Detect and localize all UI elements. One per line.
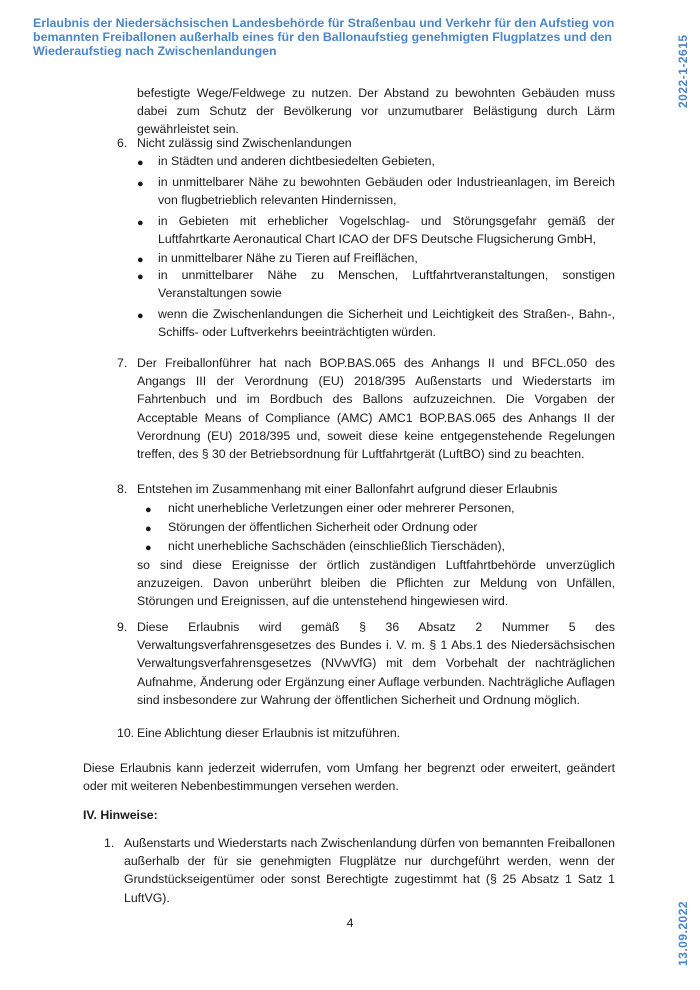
item6-bullet: in unmittelbarer Nähe zu Menschen, Luftfahrtveranstaltungen, sonstigen Veranstaltungen sowie	[158, 268, 615, 301]
item10-number: 10.	[117, 726, 135, 740]
item7-number: 7.	[117, 356, 128, 370]
item6-number: 6.	[117, 136, 128, 150]
item6-lead: Nicht zulässig sind Zwischenlandungen	[137, 136, 352, 150]
closing-paragraph: Diese Erlaubnis kann jederzeit widerrufen, vom Umfang her begrenzt oder erweitert, geändert oder mit weiteren Nebenbestimmungen versehen werden.	[83, 761, 615, 794]
bullet-icon: ●	[137, 271, 144, 283]
item8-bullet: Störungen der öffentlichen Sicherheit oder Ordnung oder	[168, 520, 478, 534]
bullet-icon: ●	[137, 157, 144, 169]
item8-lead: Entstehen im Zusammenhang mit einer Ballonfahrt aufgrund dieser Erlaubnis	[137, 482, 558, 496]
item8-bullet: nicht unerhebliche Verletzungen einer oder mehrerer Personen,	[168, 501, 515, 515]
bullet-icon: ●	[137, 254, 144, 266]
section-heading: IV. Hinweise:	[83, 808, 158, 822]
item9-text: Diese Erlaubnis wird gemäß § 36 Absatz 2 Nummer 5 des Verwaltungsverfahrensgesetzes des Bundes i. V. m. § 1 Abs.1 des Niedersächsischen Verwaltungsverfahrensgesetzes (NVwVfG) mit dem Vorbehalt der nachträglichen Aufnahme, Änderung oder Ergänzung einer Auflage verbunden. Nachträgliche Auflagen sind insbesondere zur Wahrung der öffentlichen Sicherheit und Ordnung möglich.	[137, 620, 615, 707]
item8-number: 8.	[117, 482, 128, 496]
hint1-text: Außenstarts und Wiederstarts nach Zwischenlandung dürfen von bemannten Freiballonen außerhalb der für sie genehmigten Flugplätze nur durchgeführt werden, wenn der Grundstückseigentümer oder sonst Berechtigte zugestimmt hat (§ 25 Absatz 1 Satz 1 LuftVG).	[124, 836, 615, 905]
item6-bullet: wenn die Zwischenlandungen die Sicherheit und Leichtigkeit des Straßen-, Bahn-, Schiffs- oder Luftverkehrs beeinträchtigten würden.	[158, 307, 615, 340]
item7-text: Der Freiballonführer hat nach BOP.BAS.065 des Anhangs II und BFCL.050 des Angangs III der Verordnung (EU) 2018/395 Außenstarts und Wiederstarts im Fahrtenbuch und im Bordbuch des Ballons aufzuzeichnen. Die Vorgaben der Acceptable Means of Compliance (AMC) AMC1 BOP.BAS.065 des Anhangs II der Verordnung (EU) 2018/395 und, soweit diese keine entgegenstehende Regelungen treffen, des § 30 der Betriebsordnung für Luftfahrtgerät (LuftBO) sind zu beachten.	[137, 356, 615, 462]
side-reference-number: 2022-1-2615	[676, 34, 690, 108]
bullet-icon: ●	[145, 523, 152, 535]
bullet-icon: ●	[137, 178, 144, 190]
bullet-icon: ●	[137, 310, 144, 322]
page-number: 4	[346, 916, 354, 930]
item8-tail: so sind diese Ereignisse der örtlich zuständigen Luftfahrtbehörde unverzüglich anzuzeigen. Davon unberührt bleiben die Pflichten zur Meldung von Unfällen, Störungen und Ereignissen, auf die untenstehend hingewiesen wird.	[137, 558, 615, 609]
bullet-icon: ●	[145, 504, 152, 516]
item6-bullet: in Gebieten mit erheblicher Vogelschlag- und Störungsgefahr gemäß der Luftfahrtkarte Aeronautical Chart ICAO der DFS Deutsche Flugsicherung GmbH,	[158, 214, 615, 247]
bullet-icon: ●	[137, 217, 144, 229]
document-header-title: Erlaubnis der Niedersächsischen Landesbehörde für Straßenbau und Verkehr für den Aufstieg von bemannten Freiballonen außerhalb eines für den Ballonaufstieg genehmigten Flugplatzes und den Wiederaufstieg nach Zwischenlandungen	[33, 16, 615, 58]
item9-number: 9.	[117, 620, 128, 634]
item8-bullet: nicht unerhebliche Sachschäden (einschließlich Tierschäden),	[168, 539, 505, 553]
item6-bullet: in unmittelbarer Nähe zu bewohnten Gebäuden oder Industrieanlagen, im Bereich von flugbetrieblich relevanten Hindernissen,	[158, 175, 615, 208]
item6-bullet: in unmittelbarer Nähe zu Tieren auf Freiflächen,	[158, 251, 418, 265]
bullet-icon: ●	[145, 542, 152, 554]
side-date: 13.09.2022	[676, 900, 690, 966]
hint1-number: 1.	[104, 836, 115, 850]
item6-bullet: in Städten und anderen dichtbesiedelten Gebieten,	[158, 154, 435, 168]
intro-continuation: befestigte Wege/Feldwege zu nutzen. Der Abstand zu bewohnten Gebäuden muss dabei zum Schutz der Bevölkerung vor unzumutbarer Belästigung durch Lärm gewährleistet sein.	[137, 86, 615, 137]
item10-text: Eine Ablichtung dieser Erlaubnis ist mitzuführen.	[137, 726, 401, 740]
